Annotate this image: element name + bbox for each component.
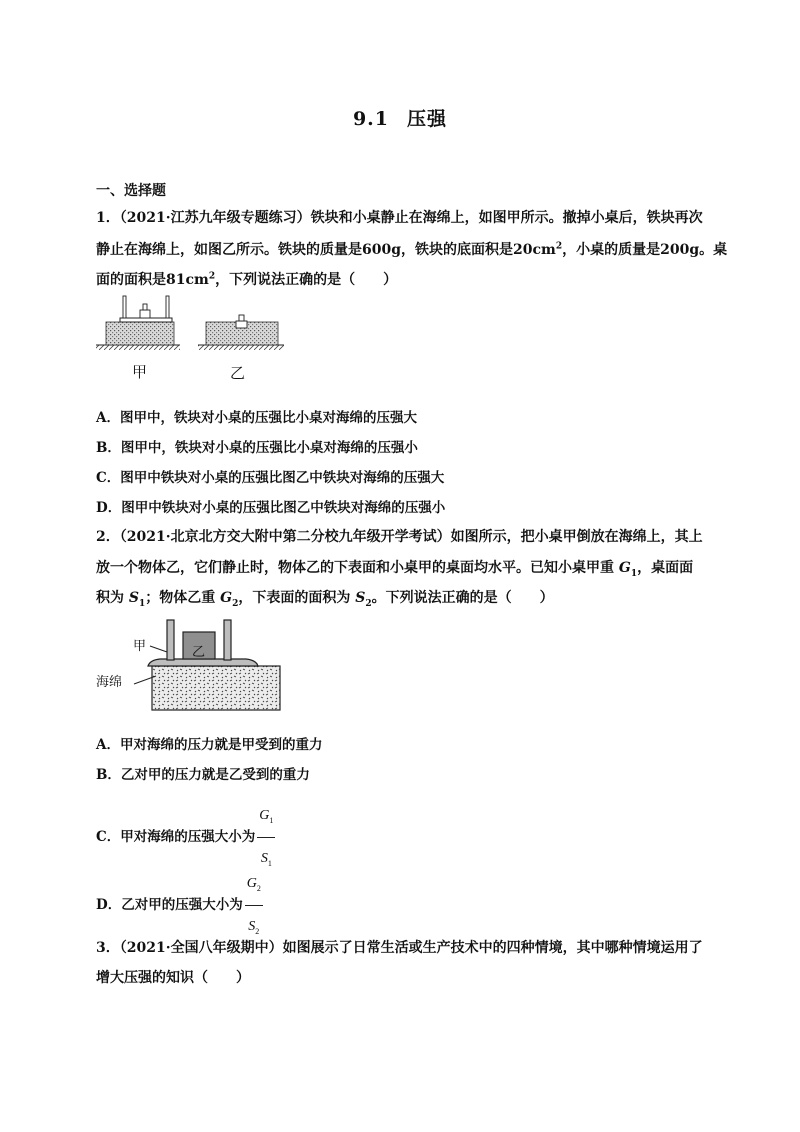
q1-number: 1． bbox=[96, 210, 120, 226]
q2-option-c: C．甲对海绵的压强大小为 $\frac{G_1}{S_1}$ bbox=[96, 796, 716, 836]
q3-line-2: 增大压强的知识（ ） bbox=[96, 970, 250, 986]
figure-b-sponge-and-block bbox=[198, 315, 284, 350]
q1-line-2: 静止在海绵上，如图乙所示。铁块的质量是600g，铁块的底面积是$20cm^2$，小桌的质量是200g。桌 bbox=[96, 241, 728, 258]
q1-option-b: B．图甲中，铁块对小桌的压强比小桌对海绵的压强小 bbox=[96, 440, 418, 456]
q2-option-a: A．甲对海绵的压力就是甲受到的重力 bbox=[96, 737, 323, 753]
q2-line-3: 积为 $S_1$；物体乙重 $G_2$，下表面的面积为 $S_2$。下列说法正确的是（ ） bbox=[96, 590, 554, 609]
q1-line-1: 1．（2021·江苏九年级专题练习）铁块和小桌静止在海绵上，如图甲所示。撤掉小桌后，铁块再次 bbox=[96, 210, 703, 226]
q2-figure bbox=[130, 616, 290, 714]
fraction-g1-over-s1: $\frac{G_1}{S_1}$ bbox=[257, 796, 275, 879]
title-text: 压强 bbox=[407, 108, 448, 130]
q1-source: （2021·江苏九年级专题练习） bbox=[119, 210, 311, 226]
q1-figure-label-b: 乙 bbox=[230, 364, 246, 382]
q2-source: （2021·北京北方交大附中第二分校九年级开学考试） bbox=[119, 529, 451, 545]
q1-option-a: A．图甲中，铁块对小桌的压强比小桌对海绵的压强大 bbox=[96, 410, 417, 426]
q2-option-b: B．乙对甲的压力就是乙受到的重力 bbox=[96, 767, 310, 783]
title-number: 9.1 bbox=[352, 108, 390, 130]
q1-figure-label-a: 甲 bbox=[132, 363, 148, 381]
sponge-block bbox=[152, 666, 280, 710]
q2-line-2: 放一个物体乙，它们静止时，物体乙的下表面和小桌甲的桌面均水平。已知小桌甲重 $G_1$，桌面面 bbox=[96, 560, 694, 579]
q1-option-c: C．图甲中铁块对小桌的压强比图乙中铁块对海绵的压强大 bbox=[96, 470, 445, 486]
q2-number: 2． bbox=[96, 529, 120, 545]
q2-line-1: 2．（2021·北京北方交大附中第二分校九年级开学考试）如图所示，把小桌甲倒放在海绵上，其上 bbox=[96, 529, 703, 545]
q2-figure-label-yi: 乙 bbox=[192, 645, 206, 660]
fraction-g2-over-s2: $\frac{G_2}{S_2}$ bbox=[245, 864, 263, 947]
q3-source: （2021·全国八年级期中） bbox=[119, 940, 283, 956]
q2-figure-label-sponge: 海绵 bbox=[96, 675, 123, 690]
section-heading: 一、选择题 bbox=[96, 183, 166, 199]
figure-a-sponge-and-table bbox=[96, 296, 180, 350]
q2-figure-label-jia: 甲 bbox=[133, 639, 147, 654]
page-title bbox=[0, 104, 800, 131]
q1-line-3: 面的面积是$81cm^2$，下列说法正确的是（ ） bbox=[96, 271, 398, 288]
q1-figure bbox=[94, 290, 294, 390]
q3-line-1: 3．（2021·全国八年级期中）如图展示了日常生活或生产技术中的四种情境，其中哪种情境运用了 bbox=[96, 940, 703, 956]
q1-option-d: D．图甲中铁块对小桌的压强比图乙中铁块对海绵的压强小 bbox=[96, 500, 446, 516]
q3-number: 3． bbox=[96, 940, 120, 956]
q2-option-d: D．乙对甲的压强大小为 $\frac{G_2}{S_2}$ bbox=[96, 864, 716, 904]
